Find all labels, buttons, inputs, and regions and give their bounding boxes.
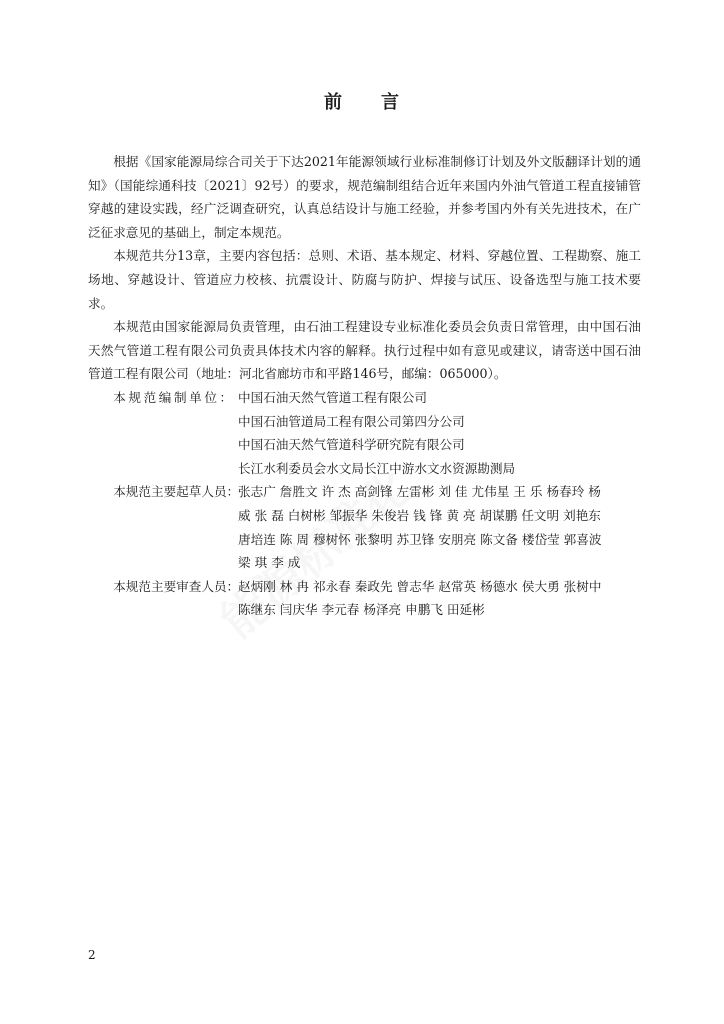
- page-title: [0, 88, 724, 114]
- drafters-block: [88, 480, 641, 574]
- editor-unit: 中国石油天然气管道科学研究院有限公司: [238, 437, 465, 453]
- reviewers-block: [88, 575, 641, 622]
- reviewers-label: 本规范主要审查人员：: [113, 578, 240, 594]
- drafters-line: 梁 琪 李 成: [238, 555, 301, 571]
- document-body: [88, 150, 641, 622]
- paragraph-contents: 本规范共分13章，主要内容包括：总则、术语、基本规定、材料、穿越位置、工程勘察、施工场地、穿越设计、管道应力校核、抗震设计、防腐与防护、焊接与试压、设备选型与施工技术要求。: [88, 248, 641, 311]
- page-number: 2: [88, 948, 96, 962]
- drafters-line: 张志广 詹胜文 许 杰 高剑锋 左雷彬 刘 佳 尤伟星 王 乐 杨春玲 杨: [238, 484, 601, 500]
- title-char-1: 前: [324, 92, 343, 113]
- paragraph-basis: 根据《国家能源局综合司关于下达2021年能源领域行业标准制修订计划及外文版翻译计划的通知》（国能综通科技〔2021〕92号）的要求，规范编制组结合近年来国内外油气管道工程直接铺管穿越的建设实践，经广泛调查研究，认真总结设计与施工经验，并参考国内外有关先进技术，在广泛征求意见的基础上，制定本规范。: [88, 154, 641, 240]
- editor-unit: 长江水利委员会水文局长江中游水文水资源勘测局: [238, 460, 516, 476]
- title-char-2: 言: [381, 92, 400, 113]
- drafters-line: 唐培连 陈 周 穆树怀 张黎明 苏卫锋 安朋亮 陈文备 楼岱莹 郭喜波: [238, 531, 602, 547]
- editor-unit: 中国石油天然气管道工程有限公司: [238, 389, 427, 405]
- drafters-line: 威 张 磊 白树彬 邹振华 朱俊岩 钱 锋 黄 亮 胡谋鹏 任文明 刘艳东: [238, 507, 601, 523]
- reviewers-line: 赵炳刚 林 冉 祁永春 秦政先 曾志华 赵常英 杨德水 侯大勇 张树中: [238, 578, 602, 594]
- paragraph-management: 本规范由国家能源局负责管理，由石油工程建设专业标准化委员会负责日常管理，由中国石油天然气管道工程有限公司负责具体技术内容的解释。执行过程中如有意见或建议，请寄送中国石油管道工程有限公司（地址：河北省廊坊市和平路146号，邮编：065000）。: [88, 319, 641, 382]
- editor-units-block: [88, 386, 641, 480]
- editor-unit: 中国石油管道局工程有限公司第四分公司: [238, 413, 465, 429]
- editor-units-label: 本规范编制单位：: [113, 389, 235, 405]
- drafters-label: 本规范主要起草人员：: [113, 484, 240, 500]
- reviewers-line: 陈继东 闫庆华 李元春 杨泽亮 申鹏飞 田延彬: [238, 602, 485, 618]
